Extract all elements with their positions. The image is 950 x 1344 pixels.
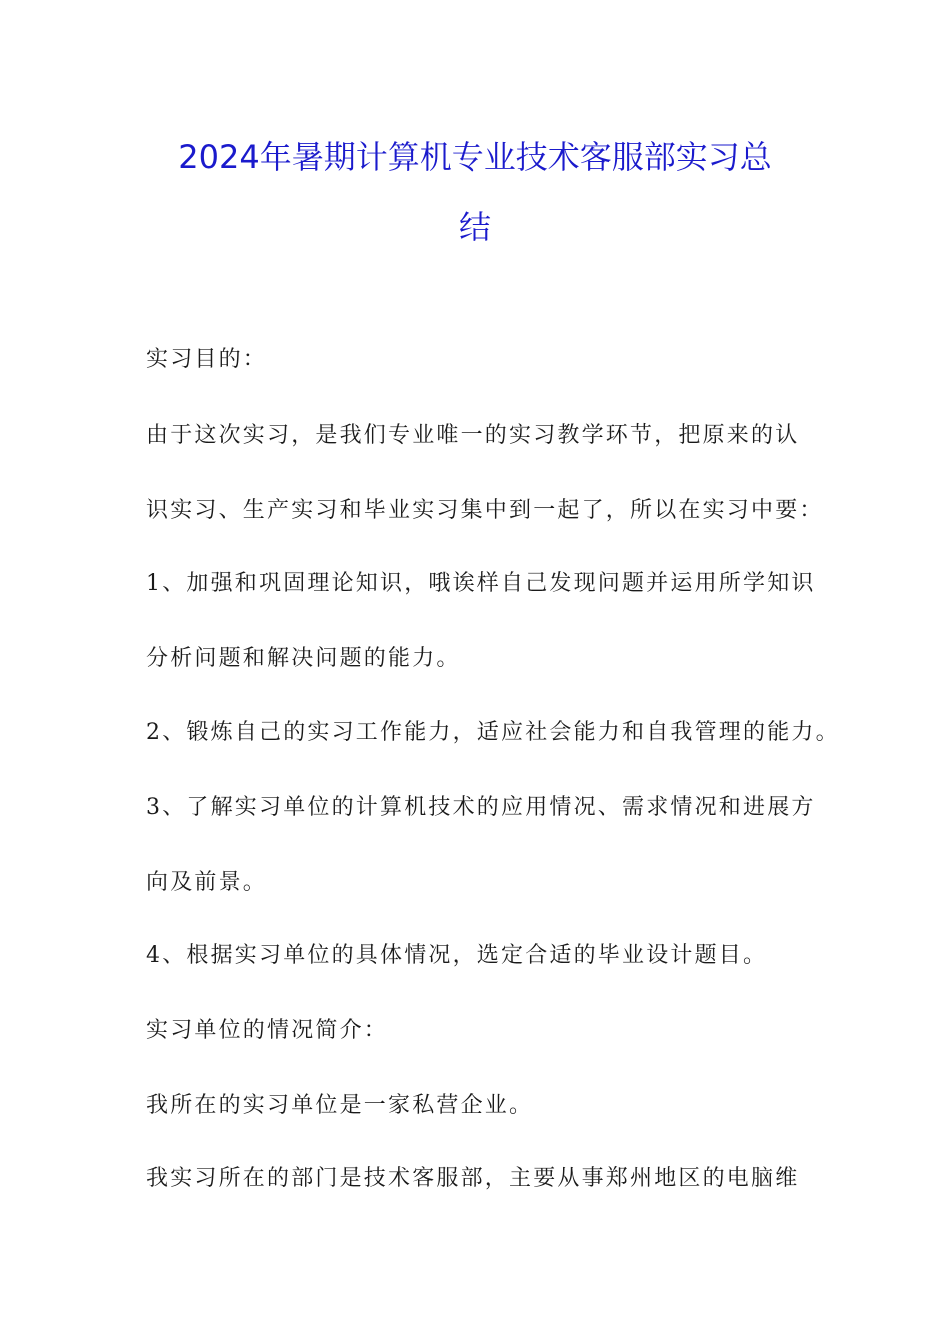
list-item-1-line: 1、加强和巩固理论知识，哦诶样自己发现问题并运用所学知识 bbox=[146, 571, 816, 596]
paragraph-line: 由于这次实习，是我们专业唯一的实习教学环节，把原来的认 bbox=[146, 423, 800, 448]
list-item-3-line: 向及前景。 bbox=[146, 870, 268, 895]
section-heading-unit-intro: 实习单位的情况简介： bbox=[146, 1018, 389, 1043]
paragraph-line: 我实习所在的部门是技术客服部，主要从事郑州地区的电脑维 bbox=[146, 1166, 800, 1191]
paragraph-line: 识实习、生产实习和毕业实习集中到一起了，所以在实习中要： bbox=[146, 498, 824, 523]
list-item-2: 2、锻炼自己的实习工作能力，适应社会能力和自我管理的能力。 bbox=[146, 720, 840, 745]
list-item-4: 4、根据实习单位的具体情况，选定合适的毕业设计题目。 bbox=[146, 943, 768, 968]
section-heading-purpose: 实习目的： bbox=[146, 347, 268, 372]
list-item-1-line: 分析问题和解决问题的能力。 bbox=[146, 646, 461, 671]
document-title-line-2: 结 bbox=[458, 208, 491, 246]
paragraph-line: 我所在的实习单位是一家私营企业。 bbox=[146, 1093, 534, 1118]
document-title-line-1: 2024年暑期计算机专业技术客服部实习总 bbox=[178, 138, 772, 176]
list-item-3-line: 3、了解实习单位的计算机技术的应用情况、需求情况和进展方 bbox=[146, 795, 816, 820]
